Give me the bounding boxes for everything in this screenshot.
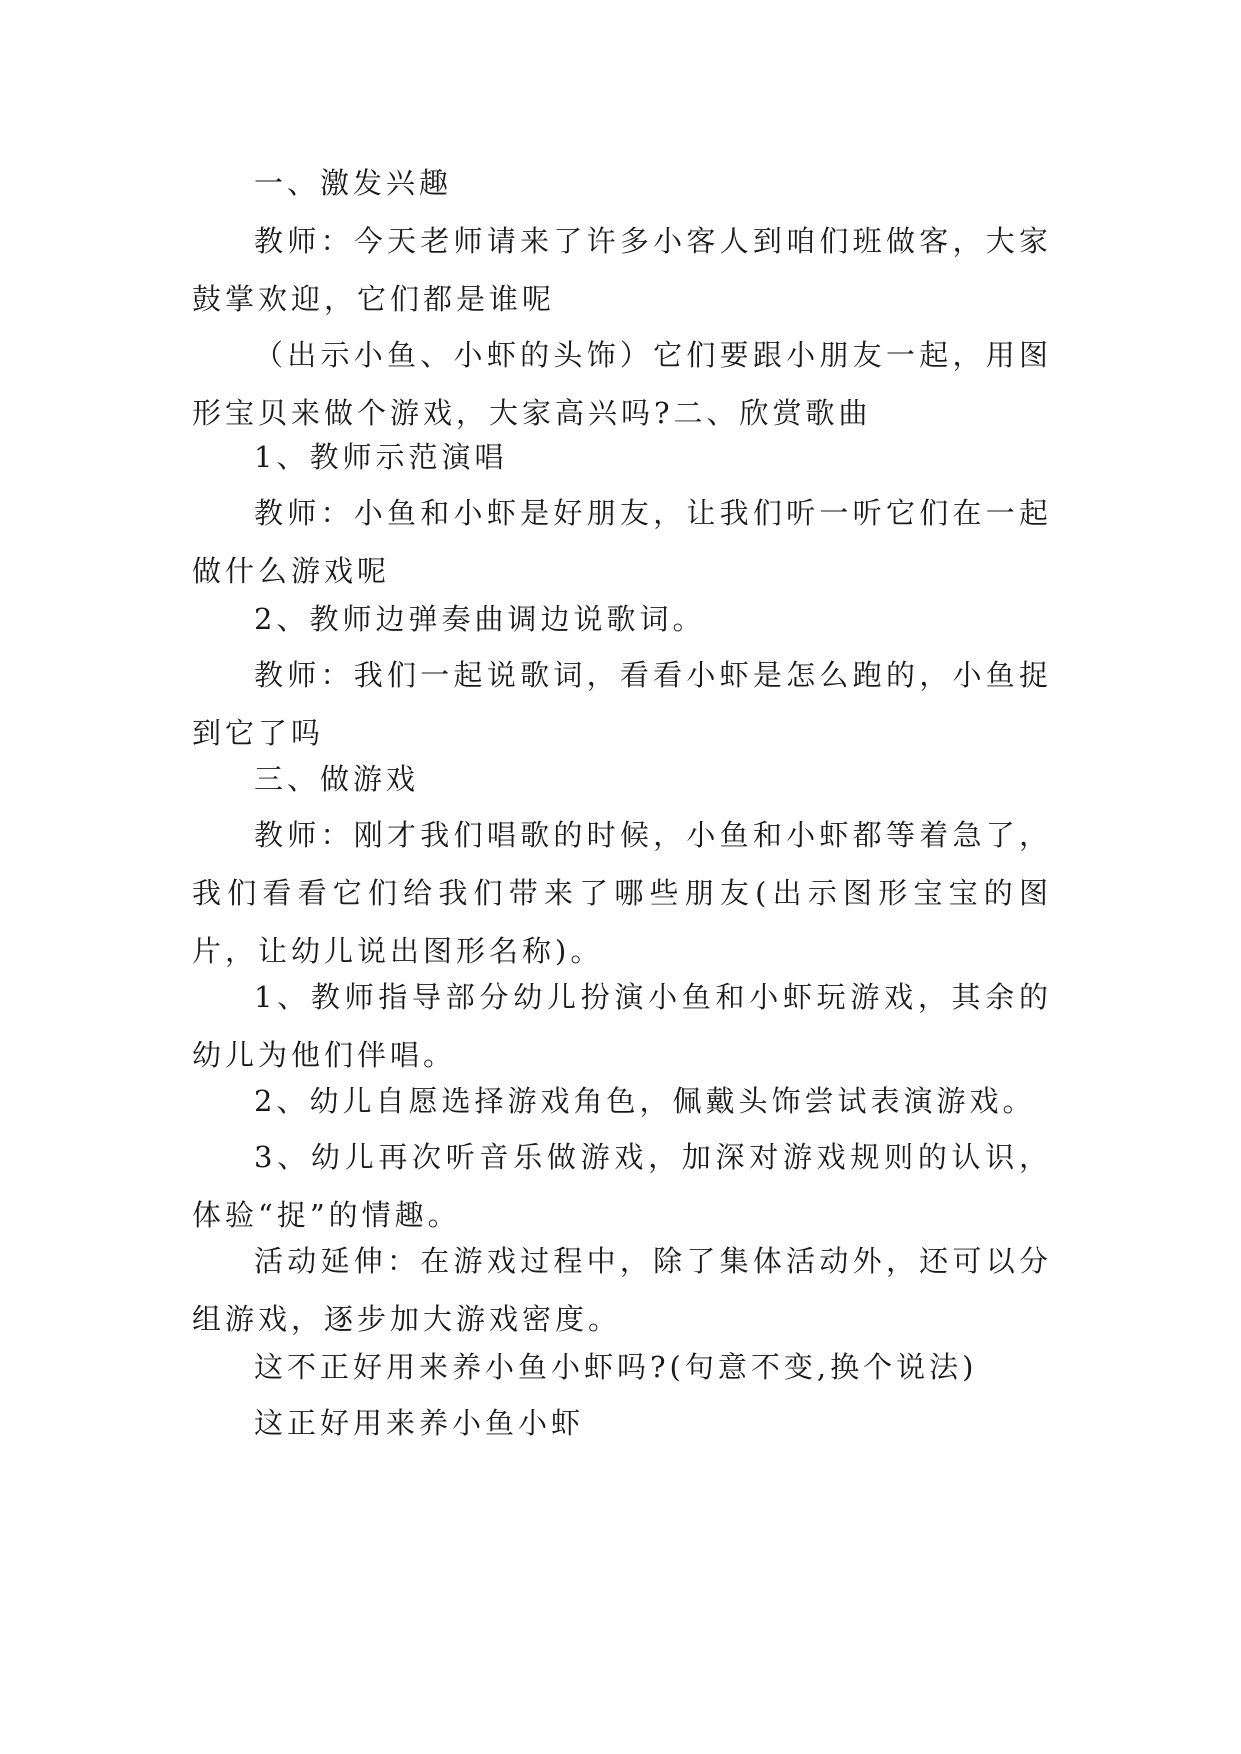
paragraph-activity-extension: 活动延伸：在游戏过程中，除了集体活动外，还可以分组游戏，逐步加大游戏密度。 xyxy=(192,1244,1052,1336)
paragraph-teacher-demo: 1、教师示范演唱 xyxy=(254,440,508,474)
paragraph-shape-friends: 教师：刚才我们唱歌的时候，小鱼和小虾都等着急了，我们看看它们给我们带来了哪些朋友(出示图形宝宝的图片，让幼儿说出图形名称)。 xyxy=(192,818,1052,968)
paragraph-teacher-welcome: 教师：今天老师请来了许多小客人到咱们班做客，大家鼓掌欢迎，它们都是谁呢 xyxy=(192,224,1052,316)
section-heading-spark-interest: 一、激发兴趣 xyxy=(254,166,453,200)
paragraph-rephrase-answer: 这正好用来养小鱼小虾 xyxy=(254,1406,585,1440)
paragraph-rephrase-question: 这不正好用来养小鱼小虾吗?(句意不变,换个说法) xyxy=(254,1350,978,1384)
paragraph-choose-roles: 2、幼儿自愿选择游戏角色，佩戴头饰尝试表演游戏。 xyxy=(254,1084,1036,1118)
paragraph-say-lyrics: 教师：我们一起说歌词，看看小虾是怎么跑的，小鱼捉到它了吗 xyxy=(192,658,1052,750)
paragraph-fish-shrimp-friends: 教师：小鱼和小虾是好朋友，让我们听一听它们在一起做什么游戏呢 xyxy=(192,496,1052,588)
paragraph-show-headwear: （出示小鱼、小虾的头饰）它们要跟小朋友一起，用图形宝贝来做个游戏，大家高兴吗?二、欣赏歌曲 xyxy=(192,338,1052,430)
paragraph-play-and-lyrics: 2、教师边弹奏曲调边说歌词。 xyxy=(254,602,706,636)
paragraph-listen-again: 3、幼儿再次听音乐做游戏，加深对游戏规则的认识，体验“捉”的情趣。 xyxy=(192,1140,1052,1232)
section-heading-play-game: 三、做游戏 xyxy=(254,762,420,796)
paragraph-role-play: 1、教师指导部分幼儿扮演小鱼和小虾玩游戏，其余的幼儿为他们伴唱。 xyxy=(192,980,1052,1072)
